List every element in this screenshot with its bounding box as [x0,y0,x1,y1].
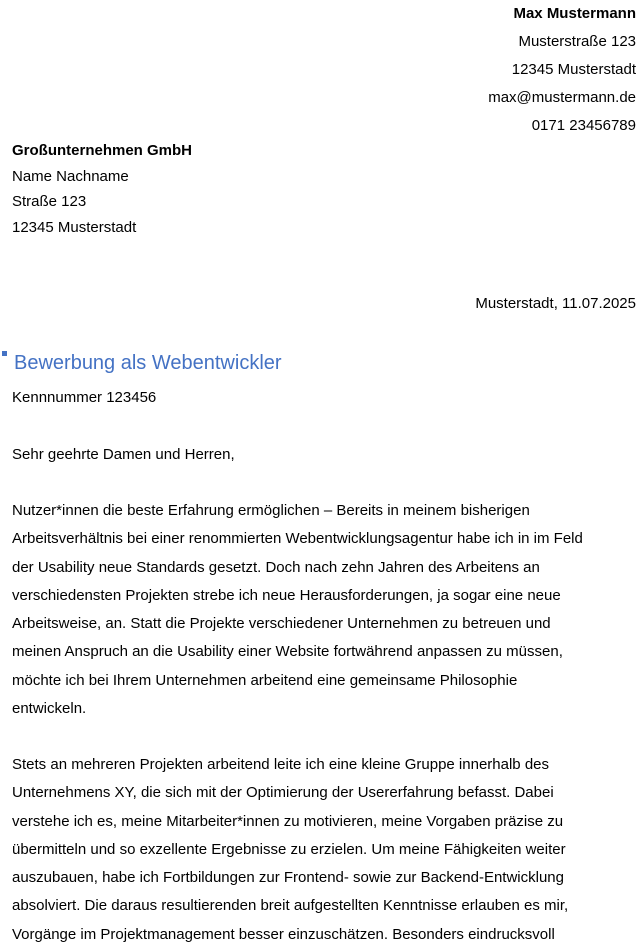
paragraph-line: entwickeln. [12,700,87,718]
recipient-address-block [12,138,192,240]
paragraph-line: meinen Anspruch an die Usability einer Website fortwährend anpassen zu müssen, [12,643,563,661]
paragraph-line: möchte ich bei Ihrem Unternehmen arbeitend eine gemeinsame Philosophie [12,671,518,689]
paragraph-line: absolviert. Die daraus resultierenden breit aufgestellten Kenntnisse erlauben es mir, [12,897,569,915]
sender-name: Max Mustermann [513,5,636,22]
sender-phone: 0171 23456789 [531,117,636,134]
sender-address-block [488,0,636,140]
paragraph-line: verschiedensten Projekten strebe ich neue Herausforderungen, ja sogar eine neue [12,586,561,604]
paragraph-line: Unternehmens XY, die sich mit der Optimierung der Usererfahrung befasst. Dabei [12,784,554,802]
letter-date: Musterstadt, 11.07.2025 [475,295,636,312]
sender-email: max@mustermann.de [488,89,636,106]
paragraph-line: auszubauen, habe ich Fortbildungen zur Frontend- sowie zur Backend-Entwicklung [12,869,564,887]
paragraph-line: Vorgänge im Projektmanagement besser einzuschätzen. Besonders eindrucksvoll [12,925,555,943]
letter-subject: Bewerbung als Webentwickler [14,352,282,374]
sender-city: 12345 Musterstadt [511,61,636,78]
reference-number: Kennnummer 123456 [12,389,157,406]
recipient-contact: Name Nachname [12,167,129,185]
recipient-city: 12345 Musterstadt [12,218,137,236]
body-paragraph [12,497,639,723]
paragraph-line: Stets an mehreren Projekten arbeitend leite ich eine kleine Gruppe innerhalb des [12,756,549,773]
recipient-street: Straße 123 [12,193,87,210]
paragraph-line: Nutzer*innen die beste Erfahrung ermöglichen – Bereits in meinem bisherigen [12,502,530,519]
heading-marker [2,351,7,356]
body-paragraph [12,751,639,949]
paragraph-line: verstehe ich es, meine Mitarbeiter*innen zu motivieren, meine Vorgaben präzise zu [12,812,564,830]
paragraph-line: Arbeitsverhältnis bei einer renommierten Webentwicklungsagentur habe ich in im Feld [12,530,583,548]
recipient-company: Großunternehmen GmbH [12,142,193,159]
paragraph-line: übermitteln und so exzellente Ergebnisse zu erzielen. Um meine Fähigkeiten weiter [12,840,566,858]
salutation: Sehr geehrte Damen und Herren, [12,446,235,463]
paragraph-line: der Usability neue Standards gesetzt. Doch nach zehn Jahren des Arbeitens an [12,558,540,576]
paragraph-line: Arbeitsweise, an. Statt die Projekte verschiedener Unternehmen zu betreuen und [12,615,551,633]
sender-street: Musterstraße 123 [518,33,636,50]
